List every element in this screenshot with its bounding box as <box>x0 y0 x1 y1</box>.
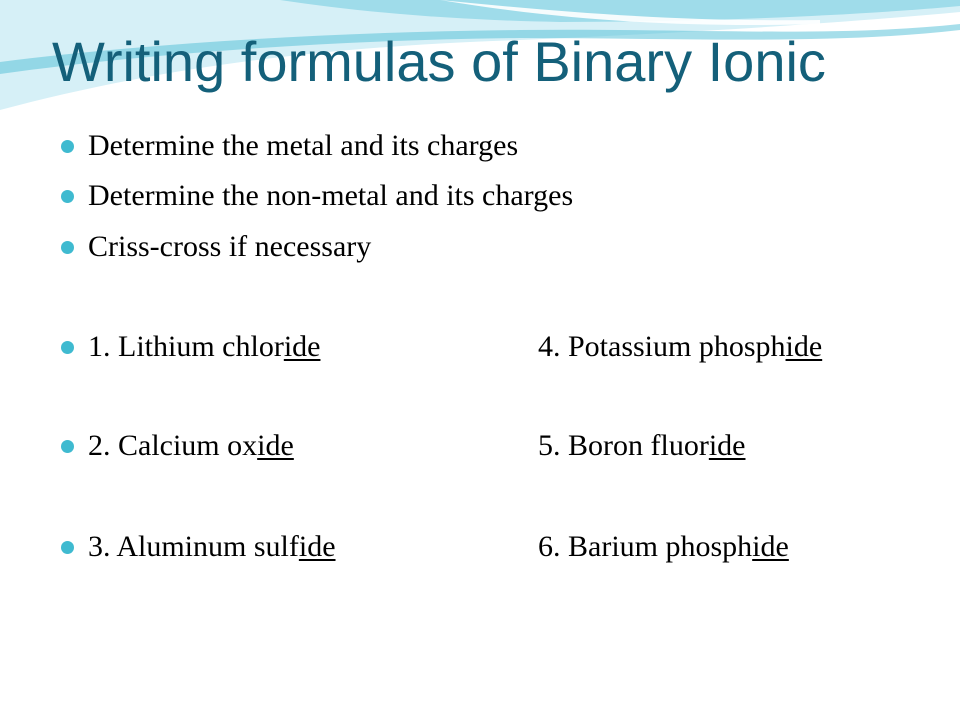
bullet-step-2 <box>88 176 928 216</box>
exercise-prefix: 1. Lithium chlor <box>88 330 284 363</box>
exercise-6 <box>538 527 789 567</box>
bullet-exercise-row-3 <box>88 527 928 567</box>
bullet-dot-icon <box>61 541 74 554</box>
bullet-dot-icon <box>61 341 74 354</box>
exercise-prefix: 4. Potassium phosph <box>538 330 786 363</box>
slide-title: Writing formulas of Binary Ionic <box>52 30 826 93</box>
bullet-dot-icon <box>61 440 74 453</box>
bullet-step-1 <box>88 126 928 166</box>
exercise-suffix-underlined: ide <box>257 429 294 462</box>
step-text: Determine the metal and its charges <box>88 129 519 162</box>
exercise-prefix: 5. Boron fluor <box>538 429 709 462</box>
bullet-step-3 <box>88 227 928 267</box>
exercise-suffix-underlined: ide <box>298 530 336 563</box>
bullet-dot-icon <box>61 241 74 254</box>
exercise-suffix-underlined: ide <box>283 330 321 363</box>
bullet-dot-icon <box>61 190 74 203</box>
exercise-prefix: 2. Calcium ox <box>88 429 258 462</box>
exercise-2 <box>88 426 294 466</box>
exercise-prefix: 3. Aluminum sulf <box>88 530 299 563</box>
step-text: Criss-cross if necessary <box>88 230 372 263</box>
bullet-exercise-row-1 <box>88 327 928 367</box>
bullet-exercise-row-2 <box>88 426 928 466</box>
exercise-suffix-underlined: ide <box>708 429 746 462</box>
bullet-dot-icon <box>61 140 74 153</box>
exercise-5 <box>538 426 745 466</box>
exercise-suffix-underlined: ide <box>752 530 789 563</box>
exercise-3 <box>88 527 336 567</box>
exercise-4 <box>538 327 822 367</box>
step-text: Determine the non-metal and its charges <box>88 179 574 212</box>
exercise-prefix: 6. Barium phosph <box>538 530 753 563</box>
exercise-1 <box>88 327 320 367</box>
exercise-suffix-underlined: ide <box>785 330 823 363</box>
